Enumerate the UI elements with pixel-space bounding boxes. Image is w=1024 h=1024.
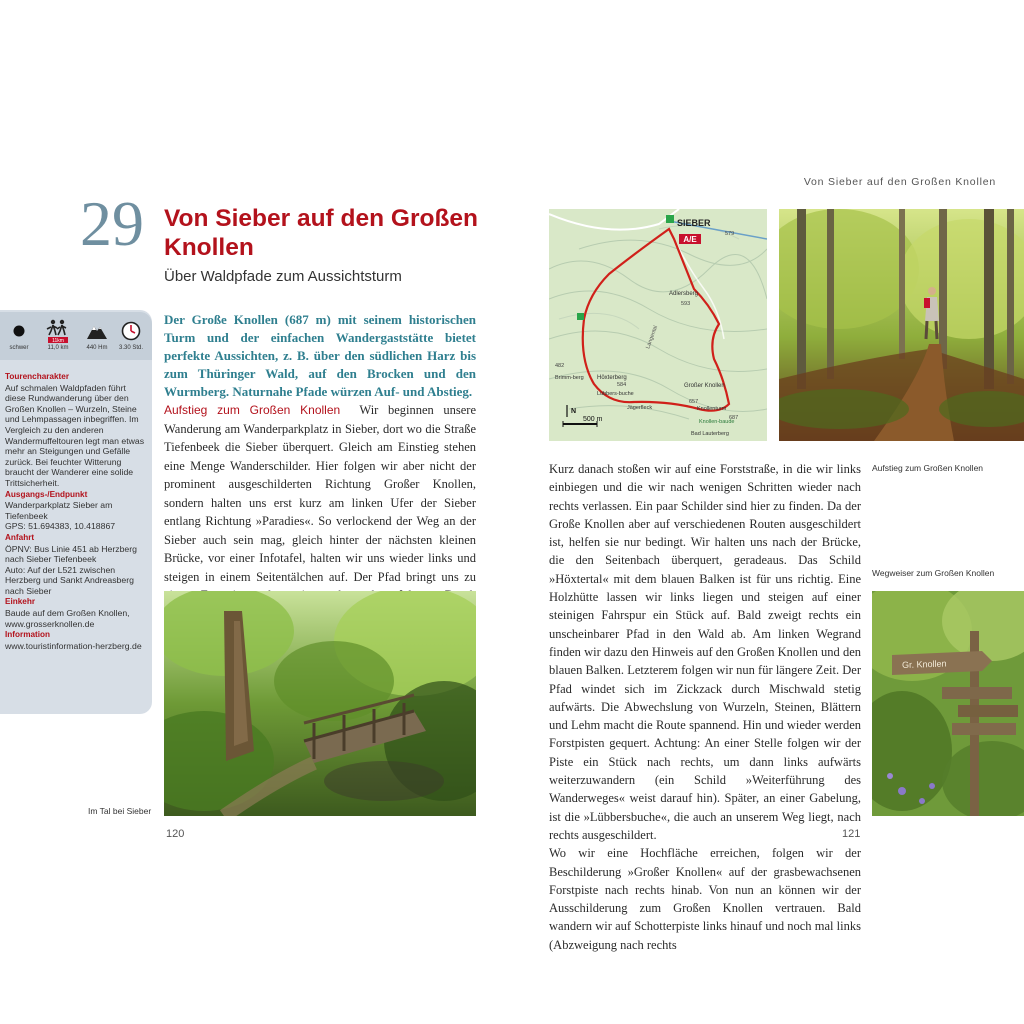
map-label-village: SIEBER (677, 218, 711, 228)
caption-valley: Im Tal bei Sieber (88, 806, 152, 816)
map-elev-593: 593 (681, 301, 691, 307)
map-elev-687: 687 (729, 415, 739, 421)
info-heading: Information (5, 630, 51, 640)
stat-distance (41, 318, 75, 351)
route-map (549, 209, 767, 441)
stats-row (0, 312, 152, 360)
signpost-text: Gr. Knollen (901, 658, 947, 671)
map-start-badge: A/E (683, 235, 697, 244)
page-subtitle: Über Waldpfade zum Aussichtsturm (164, 268, 402, 285)
start-heading: Ausgangs-/Endpunkt (5, 489, 88, 499)
map-elev-657: 657 (689, 399, 699, 405)
stat-difficulty-value: schwer (9, 345, 29, 351)
map-elev-584: 584 (617, 382, 627, 388)
body-right-para2: Wo wir eine Hochfläche erreichen, folgen wir der Beschilderung »Großer Knollen« auf der grasbewachsenen Forstpiste nach rechts hinab. Von nun an können wir der Ausschilderung zum Großen Knollen vertrauen. Bald wandern wir auf Schotterpiste links hinauf und noch mal links (Abzweigung nach rechts (549, 846, 861, 952)
caption-forest: Aufstieg zum Großen Knollen (872, 463, 984, 473)
map-label-adlersberg: Adlersberg (669, 291, 699, 297)
map-elev-482: 482 (555, 363, 565, 369)
page-number-left: 120 (166, 828, 185, 840)
stat-duration-value: 3.30 Std. (118, 345, 144, 351)
caption-sign: Wegweiser zum Großen Knollen (872, 568, 995, 578)
body-right (549, 460, 861, 954)
map-label-luebbersbuche: Lübbers-buche (597, 391, 634, 397)
tour-number: 29 (80, 188, 144, 259)
map-label-langental: Langental (645, 324, 660, 350)
map-label-knollenbaude: Knollen-baude (699, 419, 735, 425)
map-label-knollenturm: Knollenturm (697, 406, 727, 412)
rest-heading: Einkehr (5, 597, 36, 607)
rest-text: Baude auf dem Großen Knollen, www.grosserknollen.de (5, 608, 130, 629)
distance-badge: 11km (52, 338, 64, 343)
section-heading: Aufstieg zum Großen Knollen (164, 403, 341, 417)
stat-distance-value: 11,0 km (47, 345, 69, 351)
mountain-icon (80, 318, 114, 344)
map-label-grosser-knollen: Großer Knollen (684, 383, 725, 389)
arrival-car: Auto: Auf der L521 zwischen Herzberg und Sankt Andreasberg nach Sieber (5, 564, 134, 596)
running-head: Von Sieber auf den Großen Knollen (803, 176, 996, 188)
body-left-text: Wir beginnen unsere Wanderung am Wanderparkplatz in Sieber, dort wo die Straße Tiefenbeek die Sieber überquert. Gleich am Einstieg stehen eine Menge Wanderschilder. Hier folgen wir aber nicht der prominent ausgeschilderten Richtung Großer Knollen, sondern halten uns erst kurz am linken Ufer der Sieber entlang Richtung »Paradies«. So verlockend der Weg an der Sieber auch sein mag, gleich hinter der nächsten kleinen Brücke, vor einer Infotafel, halten wir uns wieder links und steigen in einem Seitentälchen auf. Der Pfad bringt uns zu (164, 403, 476, 584)
map-north-label: N (571, 408, 577, 415)
map-label-hoexterberg: Höxterberg (597, 375, 627, 381)
map-label-jaegerfleck: Jägerfleck (627, 405, 653, 411)
map-elev-579: 579 (725, 231, 735, 237)
map-label-brimmberg: Brimm-berg (555, 375, 584, 381)
photo-forest (779, 209, 1024, 441)
clock-icon (114, 318, 148, 344)
info-text: www.touristinformation-herzberg.de (5, 640, 142, 651)
body-right-para1: Kurz danach stoßen wir auf eine Forststraße, in die wir links einbiegen und die wir nach wenigen Schritten wieder nach rechts verlassen. Ein paar Schilder sind hier zu finden. Da der Große Knollen aber auf verschiedenen Routen ausgeschildert ist, helfen sie nur bedingt. Wir halten uns nach der Brücke, die den Seitenbach überquert, geradeaus. Das Schild »Höxtertal« mit dem blauen Balken ist für uns richtig. Eine Holzhütte lassen wir links liegen und steigen auf einer steinigen Fahrspur ein Stück auf. Bald zweigt rechts ein unscheinbarer Pfad in den Wald ab. Am linken Wegrand finden wir dazu den Hinweis auf den Großen Knollen und den blauen Balken. Letzterem folgen wir nun für längere Zeit. Der Pfad windet sich im Zickzack durch Mischwald stetig aufwärts. Die Abwechslung von Wurzeln, Steinen, Blättern und Lehm macht die Route spannend. Hin und wieder werden Forstpisten gequert. Achtung: An einer Stelle folgen wir der Piste ein Stück nach rechts, um dann links aufwärts weiterzuwandern (ein Schild »Weiterführung des Wanderweges« weist darauf hin). Später, an einer Gabelung, ist die »Lübbersbuche«, die auch an unserem Weg liegt, nach rechts ausgeschildert. (549, 462, 861, 842)
stat-duration (114, 318, 148, 351)
hiker-icon (41, 318, 75, 344)
arrival-heading: Anfahrt (5, 532, 35, 542)
stat-elevation (80, 318, 114, 351)
arrival-bus: ÖPNV: Bus Linie 451 ab Herzberg nach Sieber Tiefenbeek (5, 543, 137, 565)
start-text: Wanderparkplatz Sieber am Tiefenbeek (5, 500, 113, 521)
difficulty-dot-icon (2, 318, 36, 344)
page-title: Von Sieber auf den Großen Knollen (164, 205, 479, 261)
parking-icon (666, 215, 674, 223)
stat-difficulty (2, 318, 36, 351)
page-number-right: 121 (842, 828, 861, 840)
map-label-bad-lauterberg: Bad Lauterberg (691, 431, 729, 437)
lead-paragraph: Der Große Knollen (687 m) mit seinem historischen Turm und der einfachen Wandergaststätte bietet perfekte Aussichten, z. B. über den südlichen Harz bis zum Thüringer Wald, auf den Brocken und den Wurmberg. Naturnahe Pfade würzen Auf- und Abstieg. (164, 312, 476, 399)
map-scale-label: 500 m (583, 416, 603, 423)
character-heading: Tourencharakter (5, 372, 70, 381)
character-text: Auf schmalen Waldpfaden führt diese Rundwanderung über den Großen Knollen – Wurzeln, Steine und Lehmpassagen inbegriffen. Im Vergleich zu den anderen Wandermuffeltouren legt man etwas mehr an Steigungen und Gefälle zurück. Bei feuchter Witterung braucht der Wanderer eine solide Trittsicherheit. (5, 382, 145, 488)
photo-signpost (872, 591, 1024, 816)
gps-text: GPS: 51.694383, 10.418867 (5, 521, 116, 532)
sidebar-text (5, 372, 147, 652)
stat-elevation-value: 440 Hm (86, 345, 108, 351)
photo-valley (164, 591, 476, 816)
